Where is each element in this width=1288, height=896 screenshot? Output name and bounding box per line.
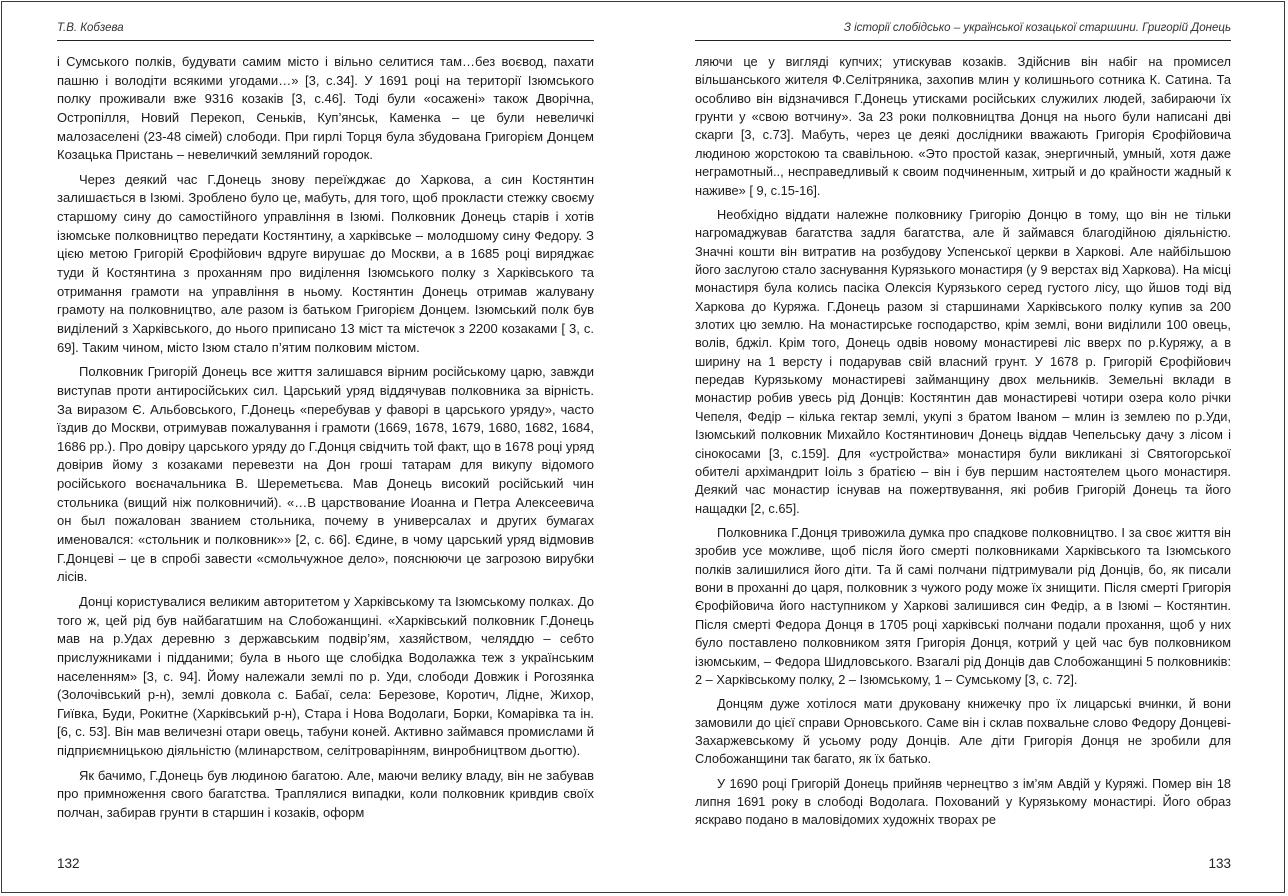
- left-paragraph-4: Донці користувалися великим авторитетом у Харківському та Ізюмському полках. До того ж, цей рід був найбагатшим на Слобожанщині. «Харківський полковник Г.Донець мав на р.Удах деревню з державським подвір’ям, хазяйством, челяддю – себто прислужниками і підданими; була в нього ще слобідка Водолажка теж з українським населенням» [3, с. 94]. Йому належали землі по р. Уди, слободи Довжик і Рогозянка (Золочівський р-н), землі довкола с. Бабаї, села: Березове, Коротич, Лідне, Жихор, Гиївка, Буди, Рокитне (Харківський р-н), Стара і Нова Водолаги, Борки, Комарівка та ін. [6, с. 53]. Він мав величезні отари овець, табуни коней. Активно займався промислами й підприємницькою діяльністю (млинарством, селітроварінням, винробництвом дьогтю).: [57, 593, 594, 759]
- right-paragraph-1: ляючи це у вигляді купчих; утискував козаків. Здійснив він набіг на промисел вільшанського жителя Ф.Селітряника, захопив млин у колишнього сотника К. Сатина. Та особливо він відзначився Г.Донець утисками російських служилих людей, забираючи їх грунти у «свою вотчину». За 23 роки полковництва Донця на нього були написані дві скарги [3, с.73]. Мабуть, через це деякі дослідники вважають Григорія Єрофійовича людиною жорстокою та свавільною. «Это простой казак, энергичный, умный, хотя даже неграмотный.., несправедливый к своим подчиненным, хитрый и до крайности жадный к наживе» [ 9, с.15-16].: [695, 54, 1231, 198]
- right-body-text: [695, 53, 1231, 836]
- right-paragraph-2: Необхідно віддати належне полковнику Григорію Донцю в тому, що він не тільки нагромаджував багатства задля багатства, але й займався благодійною діяльністю. Значні кошти він витратив на розбудову Успенської церкви в Харкові. Але найбільшою його заслугою стало заснування Курязького монастиря (у 9 верстах від Харкова). На місці монастиря була колись пасіка Олексія Курязького серед густого лісу, що йшов тоді від Харкова до Куряжа. Г.Донець разом зі старшинами Харківського полку купив за 200 злотих цю землю. На монастирське господарство, крім землі, вони виділили 100 овець, волів, бджіл. Крім того, Донець одвів новому монастиреві ліс вверх по р.Куряжу, а в ширину на 1 версту і подарував свій власний грунт. У 1678 р. Григорій Єрофійович передав Курязькому монастиреві займанщину двох мельників. Земельні вклади в монастир робив увесь рід Донців: Костянтин дав монастиреві чотири озера коло річки Чепеля, Федір – кілька гектар землі, укупі з братом Іваном – млин із землею по р.Уди, Ізюмський полковник Михайло Костянтинович Донець віддав Чепельську дачу з лісом і сінокосами [3, с.159]. Для «устройства» монастиря були викликані зі Святогорської обителі архімандрит Іоіль з братією – він і був першим настоятелем цього монастиря. Деякий час монастир існував на пожертвування, які робив Григорій Донець та його нащадки [2, с.65].: [695, 206, 1231, 516]
- left-paragraph-1: і Сумського полків, будувати самим місто і вільно селитися там…без воєвод, пахати пашню і володіти всякими угодами…» [3, с.34]. У 1691 році на території Ізюмського полку проживали вже 9316 козаків [3, с.46]. Тоді були «осажені» також Дворічна, Остропілля, Новий Перекоп, Сеньків, Куп’янськ, Каменка – це були невеличкі малозаселені (23-48 сімей) слободи. При гирлі Торця була збудована Григорієм Донцем Козацька Пристань – невеличкий земляний городок.: [57, 54, 594, 163]
- left-running-header: Т.В. Кобзева: [57, 22, 124, 34]
- right-running-header: З історії слобідсько – української козацької старшини. Григорій Донець: [843, 22, 1231, 34]
- right-page-number: 133: [1208, 856, 1231, 871]
- left-header-rule: [57, 40, 594, 41]
- left-body-text: [57, 53, 594, 829]
- right-header-rule: [695, 40, 1231, 41]
- left-paragraph-5: Як бачимо, Г.Донець був людиною багатою. Але, маючи велику владу, він не забував про примноження свого багатства. Траплялися випадки, коли полковник кривдив своїх полчан, забирав грунти в старшин і козаків, оформ: [57, 767, 594, 820]
- right-paragraph-3: Полковника Г.Донця тривожила думка про спадкове полковництво. І за своє життя він зробив усе можливе, щоб після його смерті полковниками Харківського та Ізюмського полків залишилися його діти. Та й самі полчани підтримували рід Донців, бо, як писали вони в проханні до царя, полковник з чужого роду може їх знищити. Після смерті Григорія Єрофійовича його наступником у Харкові залишився син Федір, а в Ізюмі – Костянтин. Після смерті Федора Донця в 1705 році харківські полчани подали прохання, щоб у них було поставлено полковником зятя Григорія Донця, котрий у цей час був полковником ізюмським, – Федора Шидловського. Взагалі рід Донців дав Слобожанщині 5 полковників: 2 – Харківському полку, 2 – Ізюмському, 1 – Сумському [3, с. 72].: [695, 524, 1231, 687]
- right-page: [695, 0, 1231, 896]
- left-paragraph-3: Полковник Григорій Донець все життя залишався вірним російському царю, завжди виступав проти антиросійських сил. Царський уряд віддячував полковника за вірність. За виразом Є. Альбовського, Г.Донець «перебував у фаворі в царського уряду», часто їздив до Москви, отримував пожалування і грамоти (1669, 1678, 1679, 1680, 1682, 1684, 1686 рр.). Про довіру царського уряду до Г.Донця свідчить той факт, що в 1678 році уряд довірив йому з козаками перевезти на Дон гроші татарам для викупу відомого російського воєначальника В. Шереметьєва. Мав Донець високий російський чин стольника (вищий ніж полковничий). «…В царствование Иоанна и Петра Алексеевича он был пожалован званием стольника, почему в универсалах и других бумагах именовался: «стольник и полковник»» [2, с. 66]. Єдине, в чому царський уряд відмовив Г.Донцеві – це в спробі завести «смольчужное дело», пояснюючи це загрозою вирубки лісів.: [57, 364, 594, 585]
- right-paragraph-5: У 1690 році Григорій Донець прийняв чернецтво з ім’ям Авдій у Куряжі. Помер він 18 липня 1691 року в слободі Водолага. Похований у Курязькому монастирі. Його образ яскраво подано в маловідомих художніх творах ре: [695, 775, 1231, 828]
- left-paragraph-2: Через деякий час Г.Донець знову переїжджає до Харкова, а син Костянтин залишається в Ізюмі. Зроблено було це, мабуть, для того, щоб прокласти стежку своєму старшому сину до самостійного управління в Ізюмі. Полковник Донець старів і хотів ізюмське полковництво передати Костянтину, а харківське – молодшому сину Федору. З цією метою Григорій Єрофійович вдруге вирушає до Москви, а в 1685 році виряджає туди й Костянтина з проханням про виділення Ізюмського полку з Харківського та отримання грамоти на управління в ньому. Костянтин Донець отримав жалувану грамоту на полковництво, але разом із батьком Григорієм Донцем. Ізюмський полк був виділений з Харківського, до нього приписано 13 міст та містечок з 2200 козаками [ 3, с. 69]. Таким чином, місто Ізюм стало п’ятим полковим містом.: [57, 171, 594, 355]
- left-page: [57, 0, 594, 896]
- left-page-number: 132: [57, 856, 80, 871]
- right-paragraph-4: Донцям дуже хотілося мати друковану книжечку про їх лицарські вчинки, й вони замовили до цієї справи Орновського. Саме він і склав похвальне слово Федору Донцеві-Захаржевському й усьому роду Донців. Але діти Григорія Донця не зробили для Слобожанщини так багато, як їх батько.: [695, 696, 1231, 767]
